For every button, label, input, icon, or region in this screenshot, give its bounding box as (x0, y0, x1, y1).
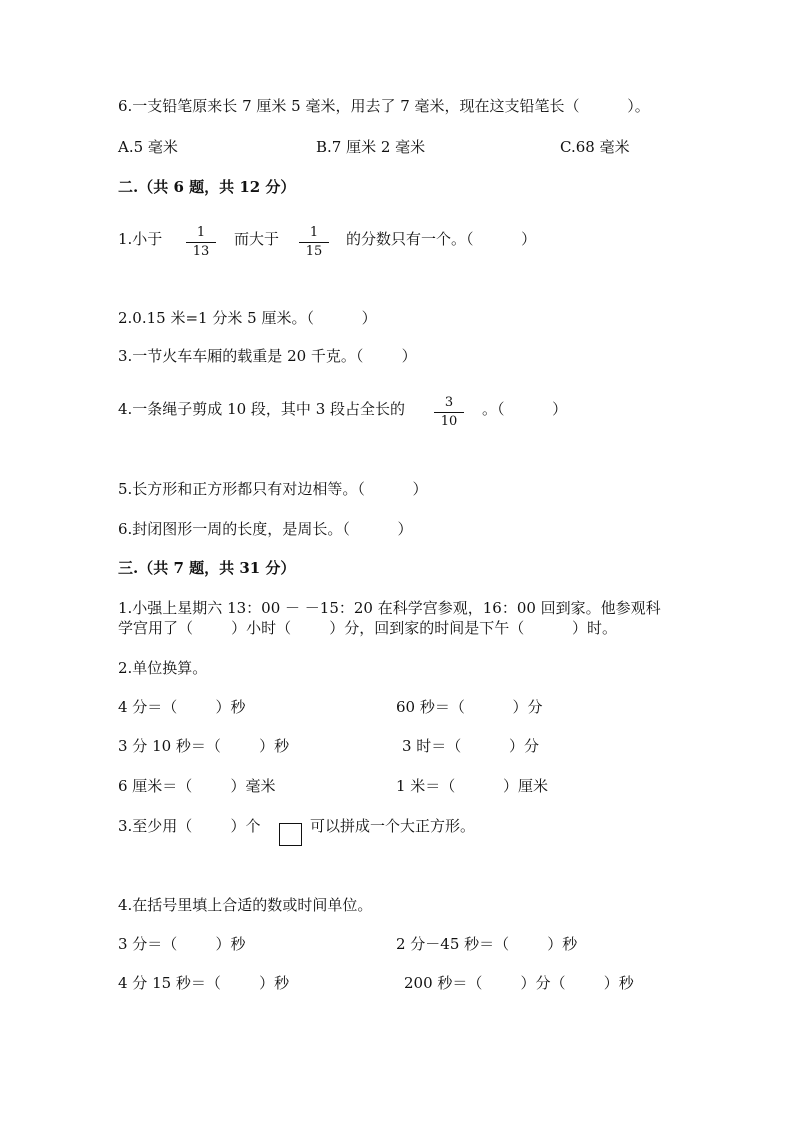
question-3-1-line1: 1.小强上星期六 13：00 － －15：20 在科学宫参观，16：00 回到家。他参观科 (118, 599, 661, 617)
fraction-numerator: 1 (299, 225, 329, 243)
time-row2-right: 200 秒＝（ ）分（ ）秒 (404, 974, 634, 992)
question-2-1-suffix: 的分数只有一个。（ ） (346, 230, 537, 248)
small-square-icon (279, 823, 302, 846)
option-a: A.5 毫米 (118, 138, 178, 156)
conversion-row3-right: 1 米＝（ ）厘米 (396, 777, 548, 795)
question-2-3: 3.一节火车车厢的载重是 20 千克。（ ） (118, 347, 417, 365)
fraction-numerator: 3 (434, 395, 464, 413)
conversion-row1-right: 60 秒＝（ ）分 (396, 698, 543, 716)
fraction-3-10 (434, 395, 464, 430)
section-3-heading: 三.（共 7 题，共 31 分） (118, 559, 296, 577)
question-3-3-suffix: 可以拼成一个大正方形。 (310, 817, 476, 835)
conversion-row3-left: 6 厘米＝（ ）毫米 (118, 777, 276, 795)
fraction-1-13 (186, 225, 216, 260)
fraction-numerator: 1 (186, 225, 216, 243)
conversion-row1-left: 4 分＝（ ）秒 (118, 698, 246, 716)
question-2-1-prefix: 1.小于 (118, 230, 163, 248)
conversion-row2-right: 3 时＝（ ）分 (402, 737, 539, 755)
question-2-4-suffix: 。（ ） (482, 400, 568, 418)
fraction-denominator: 15 (305, 244, 323, 259)
fraction-denominator: 10 (440, 414, 458, 429)
question-2-1-middle: 而大于 (234, 230, 280, 248)
question-2-2: 2.0.15 米=1 分米 5 厘米。（ ） (118, 309, 377, 327)
question-2-5: 5.长方形和正方形都只有对边相等。（ ） (118, 480, 428, 498)
question-3-1-line2: 学宫用了（ ）小时（ ）分，回到家的时间是下午（ ）时。 (118, 619, 617, 637)
conversion-row2-left: 3 分 10 秒＝（ ）秒 (118, 737, 290, 755)
time-row1-left: 3 分＝（ ）秒 (118, 935, 246, 953)
option-c: C.68 毫米 (560, 138, 630, 156)
time-row2-left: 4 分 15 秒＝（ ）秒 (118, 974, 290, 992)
fraction-1-15 (299, 225, 329, 260)
section-2-heading: 二.（共 6 题，共 12 分） (118, 178, 296, 196)
option-b: B.7 厘米 2 毫米 (316, 138, 426, 156)
question-1-6: 6.一支铅笔原来长 7 厘米 5 毫米，用去了 7 毫米，现在这支铅笔长（ ）。 (118, 97, 650, 115)
fraction-denominator: 13 (192, 244, 210, 259)
question-3-4: 4.在括号里填上合适的数或时间单位。 (118, 896, 373, 914)
time-row1-right: 2 分－45 秒＝（ ）秒 (396, 935, 578, 953)
question-3-2: 2.单位换算。 (118, 659, 208, 677)
question-2-6: 6.封闭图形一周的长度，是周长。（ ） (118, 520, 413, 538)
question-2-4-prefix: 4.一条绳子剪成 10 段，其中 3 段占全长的 (118, 400, 406, 418)
question-3-3-prefix: 3.至少用（ ）个 (118, 817, 261, 835)
